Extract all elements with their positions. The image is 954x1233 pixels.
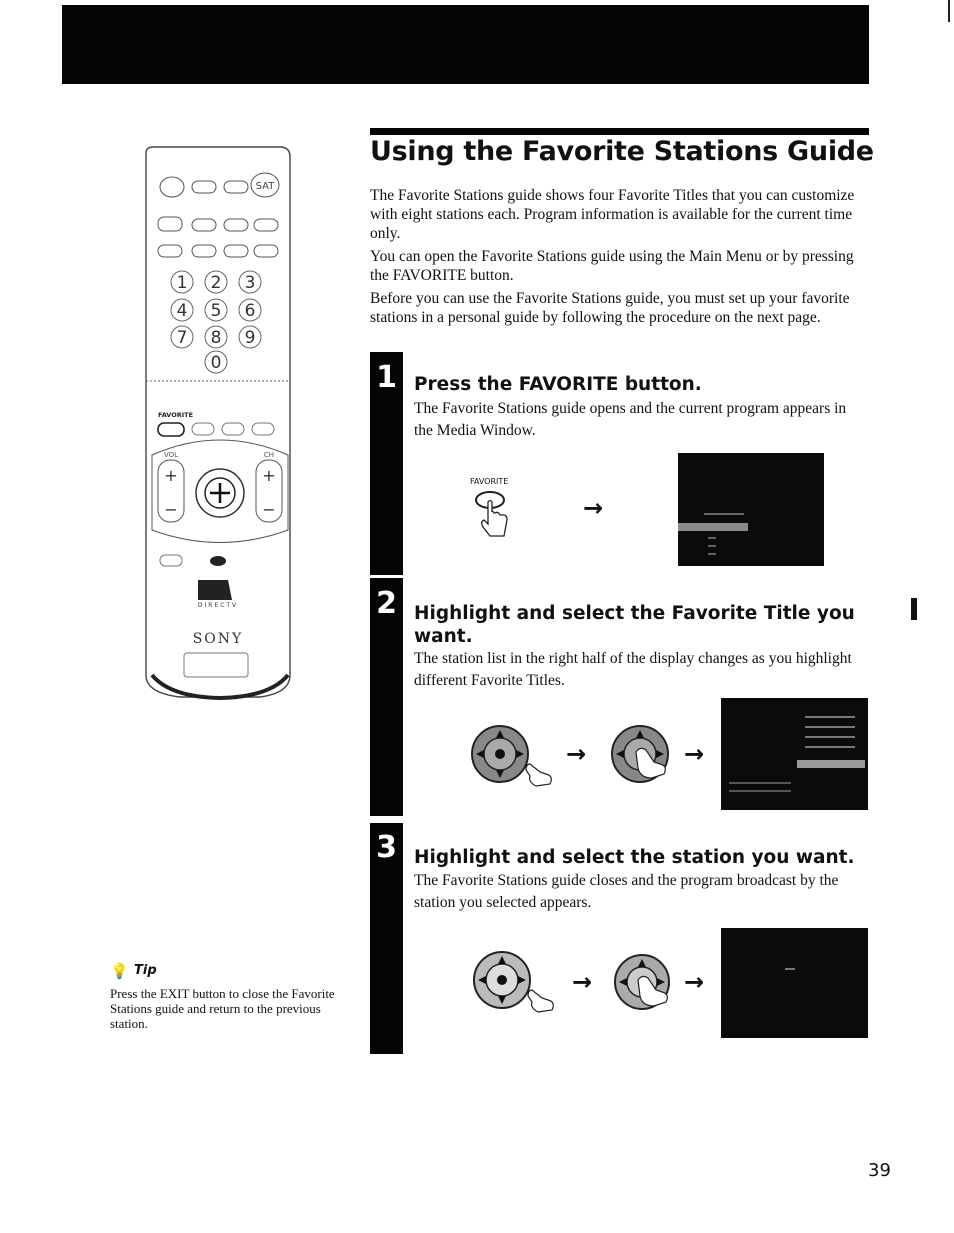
tv-screen-step-1 [678,453,824,566]
remote-favorite-label: FAVORITE [158,411,194,419]
digit-8: 8 [210,328,222,348]
tv-screen-step-2 [721,698,868,810]
digit-7: 7 [176,328,188,348]
favorite-button-label: FAVORITE [470,477,509,486]
joystick-press-icon [610,724,680,790]
digit-5: 5 [210,301,222,321]
margin-mark [911,598,917,620]
intro-paragraph-3: Before you can use the Favorite Stations guide, you must set up your favorite stations in a personal guide by following the procedure on the next page. [370,290,850,326]
joystick-press-icon-step-3 [612,952,676,1014]
digit-4: 4 [176,301,188,321]
joystick-icon [470,724,556,790]
favorite-button-press-icon [474,490,516,542]
digit-3: 3 [244,273,256,293]
tip-lightbulb-icon: 💡 [110,962,129,980]
joystick-icon-step-3 [472,950,558,1016]
remote-sat-label: SAT [255,181,275,192]
svg-text:+: + [262,466,276,485]
remote-vol-label: VOL [163,451,179,459]
step-1-text: The Favorite Stations guide opens and the current program appears in the Media Window. [414,400,847,439]
step-2-number: 2 [376,586,397,621]
digit-2: 2 [210,273,222,293]
highlight-bar-2 [797,760,865,768]
tip-text: Press the EXIT button to close the Favorite Stations guide and return to the previous station. [110,986,335,1031]
remote-control-illustration [140,145,300,705]
svg-text:+: + [164,466,178,485]
title-rule [370,128,869,135]
svg-text:−: − [164,500,178,519]
right-arrow-icon-5: → [684,968,705,996]
header-bar [62,5,869,84]
remote-brand-logo: SONY [192,631,244,647]
step-3-number: 3 [376,830,397,865]
step-1-number: 1 [376,360,397,395]
page-edge-mark [948,0,950,22]
tip-label: Tip [134,963,157,978]
step-2-text: The station list in the right half of the display changes as you highlight different Favorite Titles. [414,650,852,689]
intro-paragraph-2: You can open the Favorite Stations guide using the Main Menu or by pressing the FAVORITE button. [370,248,854,284]
right-arrow-icon-2: → [566,740,587,768]
digit-6: 6 [244,301,256,321]
digit-1: 1 [176,273,188,293]
step-3-heading: Highlight and select the station you want. [414,847,855,868]
page-title: Using the Favorite Stations Guide [370,136,874,167]
step-1-heading: Press the FAVORITE button. [414,374,702,395]
step-3-text: The Favorite Stations guide closes and the program broadcast by the station you selected appears. [414,872,839,911]
digit-0: 0 [210,353,222,373]
tv-screen-step-3 [721,928,868,1038]
digit-9: 9 [244,328,256,348]
right-arrow-icon: → [583,494,604,522]
highlight-bar [678,523,748,531]
pointing-hand-icon [482,501,507,537]
remote-ch-label: CH [263,451,275,459]
remote-directv-label: DIRECTV [197,602,239,609]
right-arrow-icon-3: → [684,740,705,768]
right-arrow-icon-4: → [572,968,593,996]
intro-paragraph-1: The Favorite Stations guide shows four Favorite Titles that you can customize with eight stations each. Program information is available for the current time only. [370,187,855,242]
svg-text:−: − [262,500,276,519]
page-number: 39 [868,1160,891,1181]
step-2-heading: Highlight and select the Favorite Title you want. [414,603,855,647]
